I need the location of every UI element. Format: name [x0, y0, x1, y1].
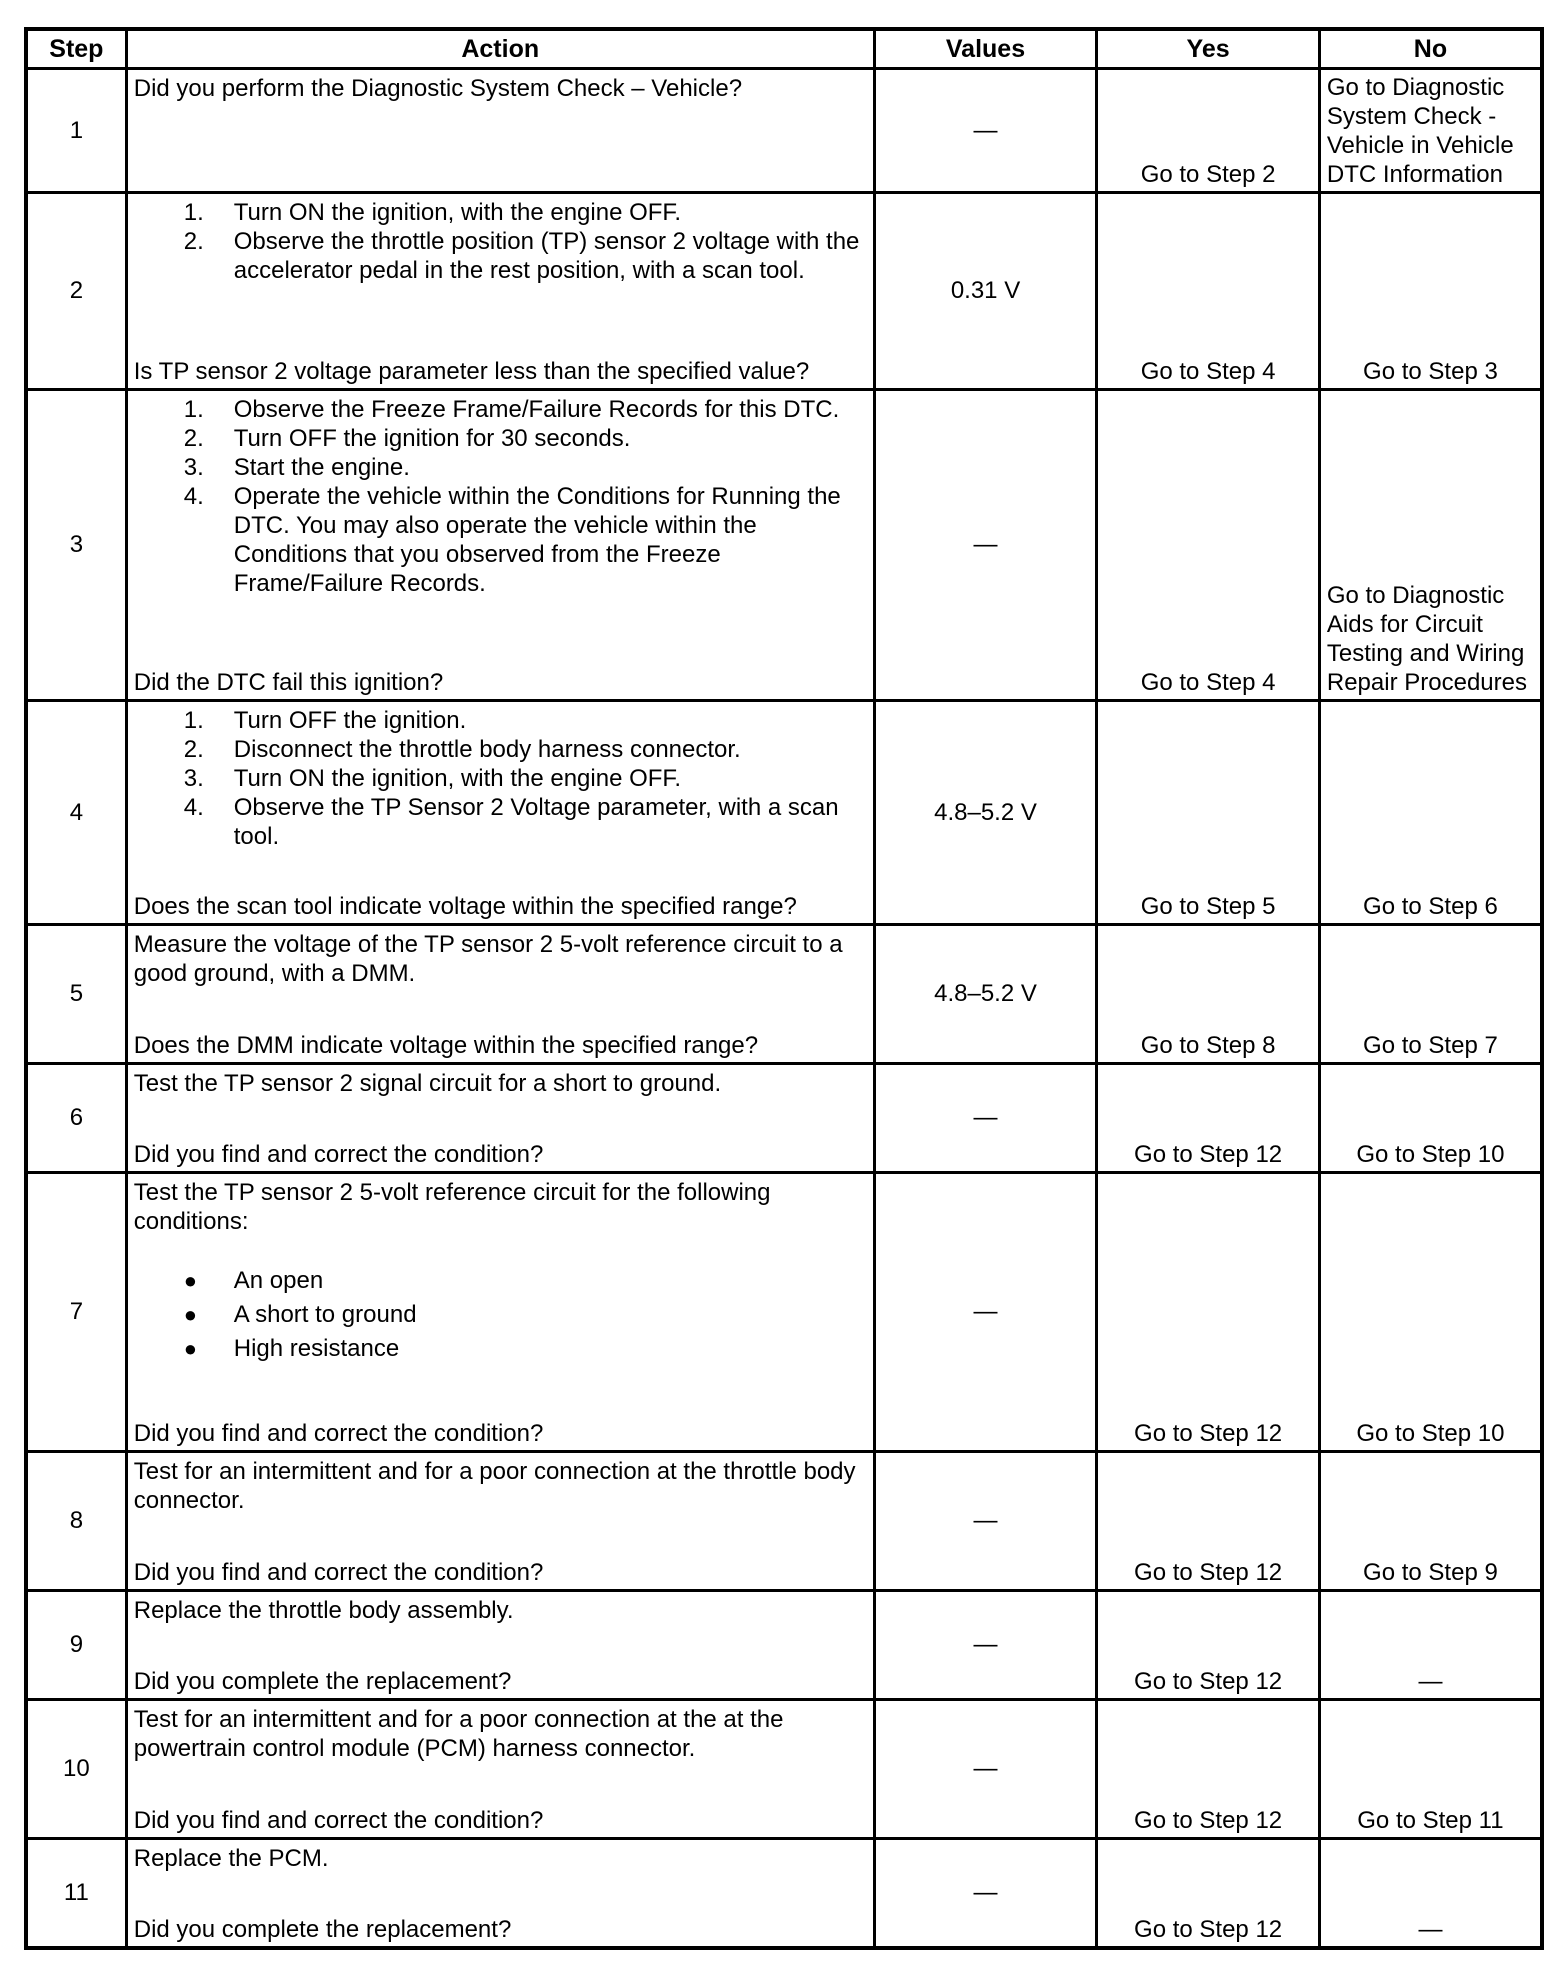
- no-cell: [1319, 390, 1542, 701]
- step-number: 3: [26, 390, 126, 701]
- no-text: Go to Step 10: [1356, 1141, 1505, 1168]
- yes-cell: [1097, 69, 1320, 193]
- no-cell: [1319, 701, 1542, 925]
- list-item: 4. Observe the TP Sensor 2 Voltage parameter, with a scan tool.: [183, 794, 839, 850]
- action-question: Did you find and correct the condition?: [133, 1807, 544, 1834]
- step-number: 10: [26, 1700, 126, 1839]
- no-text: —: [1418, 1668, 1443, 1695]
- value-cell: 4.8–5.2 V: [874, 701, 1097, 925]
- header-row: [26, 29, 1542, 69]
- action-question: Did you complete the replacement?: [133, 1915, 512, 1943]
- yes-text: Go to Step 12: [1134, 1559, 1283, 1586]
- step-number: 5: [26, 925, 126, 1064]
- yes-text: Go to Step 4: [1140, 358, 1276, 385]
- yes-cell: [1097, 1839, 1320, 1948]
- yes-text: Go to Step 12: [1134, 1668, 1283, 1695]
- list-item: 2. Turn OFF the ignition for 30 seconds.: [183, 425, 631, 452]
- yes-text: Go to Step 8: [1140, 1032, 1276, 1059]
- no-cell: [1319, 1452, 1542, 1591]
- action-cell: [126, 69, 874, 193]
- action-cell: [126, 1591, 874, 1700]
- value-cell: —: [874, 1064, 1097, 1173]
- no-text: Go to Diagnostic System Check - Vehicle in Vehicle DTC Information: [1326, 74, 1514, 188]
- header-no: No: [1319, 29, 1542, 69]
- action-cell: [126, 1452, 874, 1591]
- action-question: Did you find and correct the condition?: [133, 1141, 544, 1168]
- table-row: [26, 193, 1542, 390]
- table-row: [26, 1452, 1542, 1591]
- action-cell: [126, 701, 874, 925]
- no-cell: [1319, 193, 1542, 390]
- diagnostic-table: [24, 27, 1544, 1950]
- yes-cell: [1097, 701, 1320, 925]
- step-number: 4: [26, 701, 126, 925]
- list-item: 1. Turn OFF the ignition.: [183, 707, 467, 734]
- no-text: Go to Step 10: [1356, 1420, 1505, 1447]
- table-row: [26, 701, 1542, 925]
- value-cell: —: [874, 1700, 1097, 1839]
- action-question: Did you find and correct the condition?: [133, 1420, 544, 1447]
- table-row: [26, 1839, 1542, 1948]
- action-steps: [134, 706, 867, 851]
- action-question: Does the DMM indicate voltage within the specified range?: [133, 1032, 759, 1059]
- yes-text: Go to Step 2: [1140, 161, 1276, 188]
- step-number: 9: [26, 1591, 126, 1700]
- action-cell: [126, 1064, 874, 1173]
- yes-text: Go to Step 5: [1140, 893, 1276, 920]
- list-item: 2. Disconnect the throttle body harness connector.: [183, 736, 741, 763]
- action-steps: [134, 395, 867, 598]
- table-row: [26, 1591, 1542, 1700]
- no-text: Go to Step 3: [1363, 358, 1498, 385]
- step-number: 8: [26, 1452, 126, 1591]
- no-cell: [1319, 1591, 1542, 1700]
- list-item: 3. Turn ON the ignition, with the engine OFF.: [183, 765, 682, 792]
- no-text: Go to Step 7: [1363, 1032, 1498, 1059]
- table-row: [26, 1700, 1542, 1839]
- yes-cell: [1097, 193, 1320, 390]
- step-number: 1: [26, 69, 126, 193]
- action-question: Is TP sensor 2 voltage parameter less than the specified value?: [133, 358, 810, 385]
- list-item: ● High resistance: [183, 1335, 400, 1362]
- no-cell: [1319, 1839, 1542, 1948]
- value-cell: 0.31 V: [874, 193, 1097, 390]
- yes-cell: [1097, 1700, 1320, 1839]
- list-item: 1. Turn ON the ignition, with the engine OFF.: [183, 199, 682, 226]
- action-question: Did you complete the replacement?: [133, 1668, 512, 1695]
- no-cell: [1319, 1173, 1542, 1452]
- no-text: Go to Step 6: [1363, 893, 1498, 920]
- yes-cell: [1097, 1452, 1320, 1591]
- no-text: Go to Step 9: [1363, 1559, 1498, 1586]
- condition-list: [134, 1264, 867, 1366]
- table-row: [26, 69, 1542, 193]
- action-text: Replace the PCM.: [133, 1845, 329, 1872]
- list-item: 3. Start the engine.: [183, 454, 410, 481]
- action-steps: [134, 198, 867, 285]
- no-text: Go to Step 11: [1357, 1807, 1504, 1834]
- step-number: 7: [26, 1173, 126, 1452]
- table-row: [26, 1064, 1542, 1173]
- action-text: Test the TP sensor 2 5-volt reference circuit for the following conditions:: [133, 1179, 771, 1235]
- action-text: Test the TP sensor 2 signal circuit for a short to ground.: [133, 1070, 722, 1097]
- no-cell: [1319, 1064, 1542, 1173]
- yes-cell: [1097, 390, 1320, 701]
- yes-cell: [1097, 1591, 1320, 1700]
- list-item: 4. Operate the vehicle within the Conditions for Running the DTC. You may also operate the vehicle within the Conditions that you observed from the Freeze Frame/Failure Records.: [183, 483, 841, 597]
- yes-text: Go to Step 12: [1134, 1420, 1283, 1447]
- list-item: 2. Observe the throttle position (TP) sensor 2 voltage with the accelerator pedal in the rest position, with a scan tool.: [183, 228, 860, 284]
- no-text: Go to Diagnostic Aids for Circuit Testing and Wiring Repair Procedures: [1326, 582, 1527, 696]
- value-cell: —: [874, 69, 1097, 193]
- action-question: Did the DTC fail this ignition?: [133, 669, 444, 696]
- header-values: Values: [874, 29, 1097, 69]
- action-question: Did you find and correct the condition?: [133, 1559, 544, 1586]
- action-cell: [126, 925, 874, 1064]
- no-cell: [1319, 925, 1542, 1064]
- yes-cell: [1097, 925, 1320, 1064]
- yes-cell: [1097, 1064, 1320, 1173]
- list-item: ● An open: [183, 1267, 324, 1294]
- value-cell: —: [874, 1452, 1097, 1591]
- list-item: 1. Observe the Freeze Frame/Failure Records for this DTC.: [183, 396, 840, 423]
- action-question: Does the scan tool indicate voltage within the specified range?: [133, 893, 797, 920]
- value-cell: —: [874, 1173, 1097, 1452]
- action-cell: [126, 1700, 874, 1839]
- table-row: [26, 1173, 1542, 1452]
- action-cell: [126, 390, 874, 701]
- action-text: Did you perform the Diagnostic System Check – Vehicle?: [133, 75, 743, 102]
- yes-text: Go to Step 4: [1140, 669, 1276, 696]
- yes-text: Go to Step 12: [1134, 1807, 1283, 1834]
- step-number: 2: [26, 193, 126, 390]
- action-text: Test for an intermittent and for a poor connection at the at the powertrain control module (PCM) harness connector.: [133, 1706, 784, 1762]
- no-cell: [1319, 1700, 1542, 1839]
- value-cell: —: [874, 1839, 1097, 1948]
- header-action: Action: [126, 29, 874, 69]
- step-number: 11: [26, 1839, 126, 1948]
- yes-text: Go to Step 12: [1134, 1141, 1283, 1168]
- yes-text: Go to Step 12: [1134, 1915, 1283, 1943]
- value-cell: —: [874, 1591, 1097, 1700]
- action-text: Measure the voltage of the TP sensor 2 5-volt reference circuit to a good ground, with a DMM.: [133, 931, 843, 987]
- header-step: Step: [26, 29, 126, 69]
- action-text: Replace the throttle body assembly.: [133, 1597, 514, 1624]
- action-cell: [126, 1839, 874, 1948]
- action-cell: [126, 193, 874, 390]
- no-text: —: [1418, 1915, 1443, 1943]
- table-row: [26, 390, 1542, 701]
- step-number: 6: [26, 1064, 126, 1173]
- table-row: [26, 925, 1542, 1064]
- header-yes: Yes: [1097, 29, 1320, 69]
- action-cell: [126, 1173, 874, 1452]
- action-text: Test for an intermittent and for a poor connection at the throttle body connector.: [133, 1458, 856, 1514]
- value-cell: —: [874, 390, 1097, 701]
- yes-cell: [1097, 1173, 1320, 1452]
- value-cell: 4.8–5.2 V: [874, 925, 1097, 1064]
- no-cell: [1319, 69, 1542, 193]
- list-item: ● A short to ground: [183, 1301, 417, 1328]
